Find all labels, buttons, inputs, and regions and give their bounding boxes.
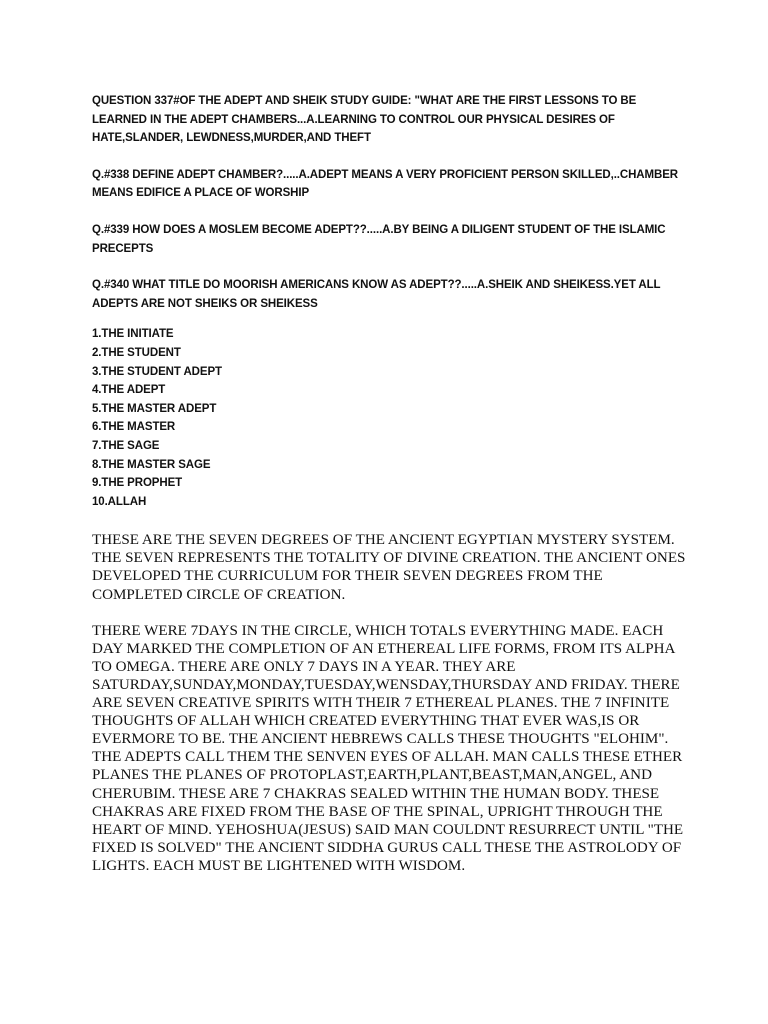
degree-item: 10.ALLAH (92, 495, 147, 508)
paragraph-seven-days: THERE WERE 7DAYS IN THE CIRCLE, WHICH TOTALS EVERYTHING MADE. EACH DAY MARKED THE COMPLETION OF AN ETHEREAL LIFE FORMS, FROM ITS ALPHA TO OMEGA. THERE ARE ONLY 7 DAYS IN A YEAR. THEY ARE SATURDAY,SUNDAY,MONDAY,TUESDAY,WENSDAY,THURSDAY AND FRIDAY. THERE ARE SEVEN CREATIVE SPIRITS WITH THEIR 7 ETHEREAL PLANES. THE 7 INFINITE THOUGHTS OF ALLAH WHICH CREATED EVERYTHING THAT EVER WAS,IS OR EVERMORE TO BE. THE ANCIENT HEBREWS CALLS THESE THOUGHTS "ELOHIM". THE ADEPTS CALL THEM THE SENVEN EYES OF ALLAH. MAN CALLS THESE ETHER PLANES THE PLANES OF PROTOPLAST,EARTH,PLANT,BEAST,MAN,ANGEL, AND CHERUBIM. THESE ARE 7 CHAKRAS SEALED WITHIN THE HUMAN BODY. THESE CHAKRAS ARE FIXED FROM THE BASE OF THE SPINAL, UPRIGHT THROUGH THE HEART OF MIND. YEHOSHUA(JESUS) SAID MAN COULDNT RESURRECT UNTIL "THE FIXED IS SOLVED" THE ANCIENT SIDDHA GURUS CALL THESE THE ASTROLODY OF LIGHTS. EACH MUST BE LIGHTENED WITH WISDOM. (92, 622, 684, 874)
degree-item: 2.THE STUDENT (92, 346, 181, 359)
paragraph-seven-degrees: THESE ARE THE SEVEN DEGREES OF THE ANCIENT EGYPTIAN MYSTERY SYSTEM. THE SEVEN REPRESENTS THE TOTALITY OF DIVINE CREATION. THE ANCIENT ONES DEVELOPED THE CURRICULUM FOR THEIR SEVEN DEGREES FROM THE COMPLETED CIRCLE OF CREATION. (92, 532, 686, 603)
question-337: QUESTION 337#OF THE ADEPT AND SHEIK STUDY GUIDE: "WHAT ARE THE FIRST LESSONS TO BE LEARNED IN THE ADEPT CHAMBERS...A.LEARNING TO CONTROL OUR PHYSICAL DESIRES OF HATE,SLANDER, LEWDNESS,MURDER,AND THEFT (92, 95, 637, 145)
question-338: Q.#338 DEFINE ADEPT CHAMBER?.....A.ADEPT MEANS A VERY PROFICIENT PERSON SKILLED,..CHAMBER MEANS EDIFICE A PLACE OF WORSHIP (92, 168, 678, 200)
degrees-list (92, 325, 692, 511)
degree-item: 6.THE MASTER (92, 421, 176, 434)
degree-item: 1.THE INITIATE (92, 328, 174, 341)
degree-item: 7.THE SAGE (92, 439, 160, 452)
degree-item: 3.THE STUDENT ADEPT (92, 365, 222, 378)
degree-item: 9.THE PROPHET (92, 477, 183, 490)
degree-item: 8.THE MASTER SAGE (92, 458, 211, 471)
degree-item: 5.THE MASTER ADEPT (92, 402, 217, 415)
question-339: Q.#339 HOW DOES A MOSLEM BECOME ADEPT??.....A.BY BEING A DILIGENT STUDENT OF THE ISLAMIC PRECEPTS (92, 223, 666, 255)
question-340: Q.#340 WHAT TITLE DO MOORISH AMERICANS KNOW AS ADEPT??.....A.SHEIK AND SHEIKESS.YET ALL ADEPTS ARE NOT SHEIKS OR SHEIKESS (92, 279, 661, 310)
degree-item: 4.THE ADEPT (92, 384, 166, 397)
document-page (92, 92, 692, 875)
